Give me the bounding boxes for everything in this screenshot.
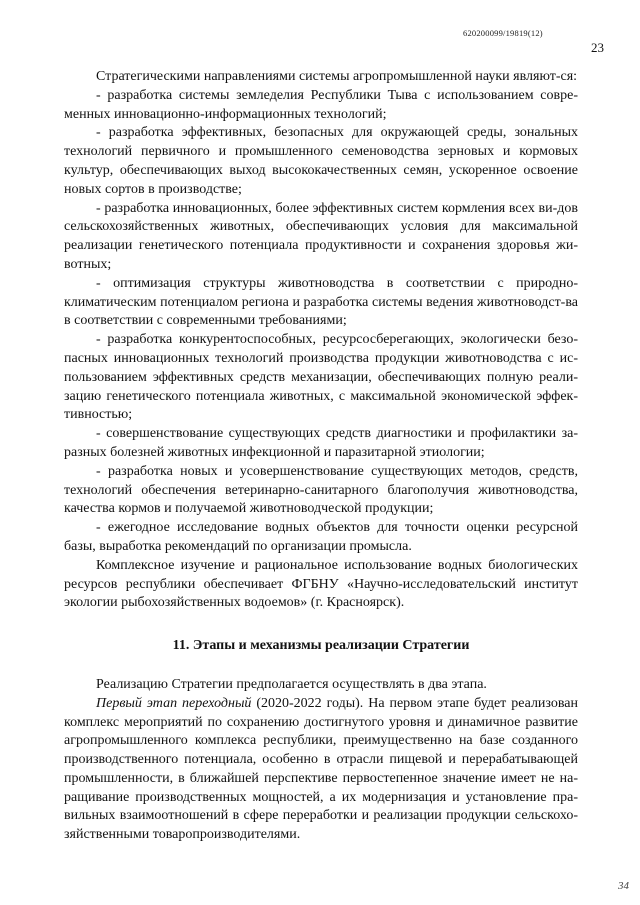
document-code: 620200099/19819(12)	[463, 28, 543, 38]
page-number: 23	[591, 40, 604, 55]
paragraph: Стратегическими направлениями системы агропромышленной науки являют-ся:	[96, 69, 578, 84]
handwritten-page-mark: 34	[618, 880, 629, 892]
paragraph: Реализацию Стратегии предполагается осуществлять в два этапа.	[96, 676, 487, 692]
list-item: - разработка конкурентоспособных, ресурсосберегающих, экологически безо-пасных инновационных технологий производства продукции животноводства с ис-пользованием эффективных средств механизации, обеспечивающих полную реали-зацию генетического потенциала животных, с максимальной экономической эффек-тивностью;	[64, 332, 578, 423]
section-heading: 11. Этапы и механизмы реализации Стратегии	[172, 638, 470, 654]
stage-one-paragraph	[64, 695, 578, 845]
list-item: - разработка инновационных, более эффективных систем кормления всех ви-дов сельскохозяйственных животных, обеспечивающих условия для максимальной реализации генетического потенциала продуктивности и сохранения здоровья жи-вотных;	[64, 200, 578, 272]
list-item: - совершенствование существующих средств диагностики и профилактики за-разных болезней животных инфекционной и паразитарной этиологии;	[64, 426, 578, 460]
list-item: - разработка эффективных, безопасных для окружающей среды, зональных технологий первичного и промышленного семеноводства зерновых и кормовых культур, обеспечивающих выход высококачественных семян, ускоренное освоение новых сортов в производстве;	[64, 125, 578, 197]
list-item: - оптимизация структуры животноводства в соответствии с природно-климатическим потенциалом региона и разработка системы ведения животноводст-ва в соответствии с современными требованиями;	[64, 275, 578, 329]
list-item: - разработка новых и усовершенствование существующих методов, средств, технологий обеспечения ветеринарно-санитарного благополучия животноводства, качества кормов и получаемой животноводческой продукции;	[64, 463, 578, 517]
paragraph: Комплексное изучение и рациональное использование водных биологических ресурсов республики обеспечивает ФГБНУ «Научно-исследовательский институт экологии рыбохозяйственных водоемов» (г. Красноярск).	[64, 557, 578, 611]
list-item: - разработка системы земледелия Республики Тыва с использованием совре-менных инновационно-информационных технологий;	[64, 87, 578, 122]
document-body	[64, 68, 578, 845]
list-item: - ежегодное исследование водных объектов для точности оценки ресурсной базы, выработка рекомендаций по организации промысла.	[64, 520, 578, 554]
stage-one-text: (2020-2022 годы). На первом этапе будет реализован комплекс мероприятий по сохранению достигнутого уровня и динамичное развитие агропромышленного комплекса республики, преимущественно на базе созданного производственного потенциала, особенно в отрасли пищевой и перерабатывающей промышленности, в ближайшей перспективе первостепенное значение имеет не на-ращивание производственных мощностей, а их модернизация и установление пра-вильных взаимоотношений в сфере переработки и реализации продукции сельскохо-зяйственными товаропроизводителями.	[64, 695, 578, 843]
stage-one-label: Первый этап переходный	[96, 695, 252, 711]
